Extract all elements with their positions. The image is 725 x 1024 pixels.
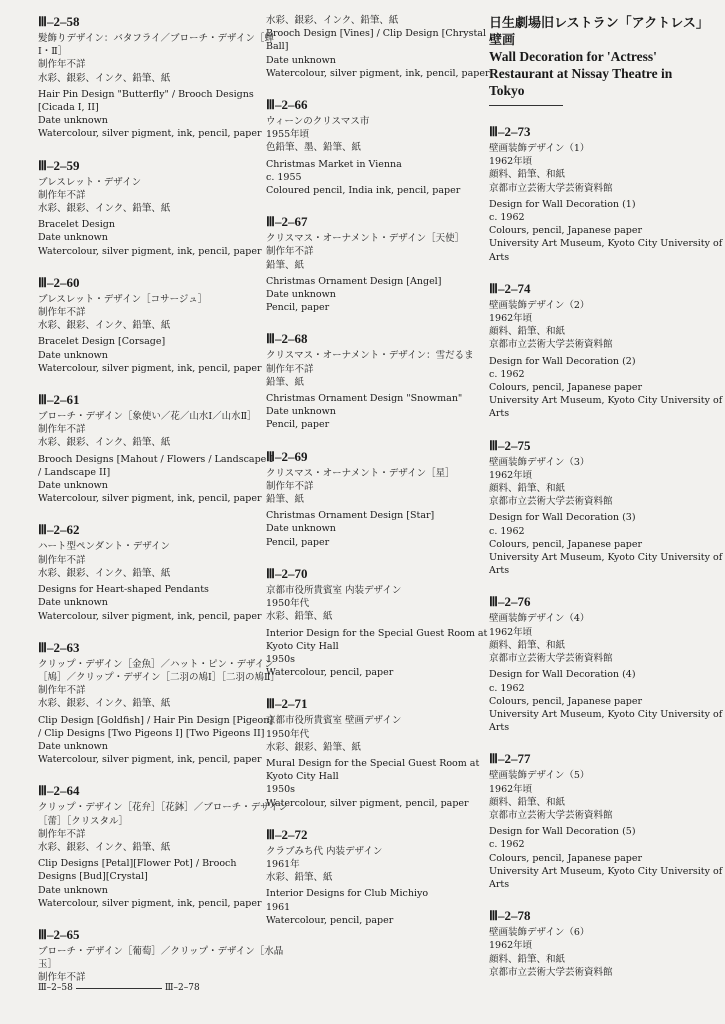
entry-japanese-line: 1962年頃 <box>489 313 533 325</box>
catalog-entry <box>266 214 472 314</box>
entry-number: Ⅲ–2–75 <box>489 437 531 453</box>
entry-english-line: Date unknown <box>266 406 336 418</box>
entry-english-line: c. 1962 <box>489 212 525 224</box>
footer-range-start: Ⅲ–2–58 <box>38 983 73 993</box>
entry-english-line: Date unknown <box>266 523 336 535</box>
entry-english-line: Date unknown <box>38 349 108 361</box>
entry-english <box>38 583 260 623</box>
entry-number: Ⅲ–2–69 <box>266 448 308 464</box>
entry-japanese-line: 京都市立芸術大学芸術資料館 <box>489 339 613 351</box>
entry-english-line: Bracelet Design <box>38 219 115 231</box>
entry-japanese-line: クリスマス・オーナメント・デザイン：雪だるま <box>266 350 474 362</box>
section-title-en-line3: Tokyo <box>489 83 525 98</box>
entry-japanese-line: 京都市立芸術大学芸術資料館 <box>489 182 613 194</box>
entry-japanese-line: 制作年不詳 <box>38 554 86 566</box>
section-title-en-line2: Restaurant at Nissay Theatre in <box>489 66 673 81</box>
entry-english-line: Arts <box>489 251 510 263</box>
entry-english-line: Pencil, paper <box>266 536 330 548</box>
entry-japanese-line: 顔料、鉛筆、和紙 <box>489 169 566 181</box>
column-3-entries <box>489 124 723 979</box>
entry-english-line: Clip Design [Goldfish] / Hair Pin Design [Pigeon] <box>38 714 274 726</box>
entry-english-line: Hair Pin Design "Butterfly" / Brooch Designs <box>38 88 254 100</box>
entry-english <box>266 392 472 432</box>
entry-japanese-line: 制作年不詳 <box>38 307 86 319</box>
catalog-column-3 <box>489 14 723 996</box>
entry-japanese-line: 京都市立芸術大学芸術資料館 <box>489 496 613 508</box>
entry-japanese <box>38 945 284 985</box>
entry-japanese <box>266 467 472 507</box>
entry-japanese-line: 壁画装飾デザイン（6） <box>489 927 590 939</box>
entry-number: Ⅲ–2–68 <box>266 331 308 347</box>
entry-english-line: Watercolour, pencil, paper <box>266 667 394 679</box>
entry-number: Ⅲ–2–71 <box>266 696 308 712</box>
catalog-entry <box>489 908 711 979</box>
entry-english <box>38 453 274 506</box>
entry-japanese-line: 壁画装飾デザイン（1） <box>489 143 590 154</box>
entry-english-line: 1950s <box>266 784 296 796</box>
entry-english-line: Christmas Ornament Design [Star] <box>266 510 435 522</box>
entry-japanese-line: 1962年頃 <box>489 940 533 952</box>
entry-japanese-line: 1950年代 <box>266 598 310 610</box>
entry-english-line: Brooch Design [Vines] / Clip Design [Chrystal <box>266 28 487 40</box>
entry-english-line: Coloured pencil, India ink, pencil, paper <box>266 185 461 197</box>
entry-english-line: Watercolour, silver pigment, ink, pencil, paper <box>266 67 490 79</box>
catalog-entry <box>38 158 260 258</box>
entry-japanese-line: 水彩、銀彩、インク、鉛筆、紙 <box>266 15 399 26</box>
entry-number: Ⅲ–2–73 <box>489 124 531 139</box>
entry-english-line: Watercolour, silver pigment, pencil, paper <box>266 797 469 809</box>
entry-english-line: Ball] <box>266 41 289 53</box>
entry-japanese <box>38 32 274 85</box>
entry-english <box>266 158 472 198</box>
entry-english-line: Date unknown <box>266 54 336 66</box>
entry-english-line: 1950s <box>266 653 296 665</box>
entry-english-line: Colours, pencil, Japanese paper <box>489 538 643 550</box>
entry-english-line: Date unknown <box>38 232 108 244</box>
entry-number: Ⅲ–2–76 <box>489 594 531 610</box>
catalog-entry <box>266 97 472 197</box>
catalog-entry <box>38 14 274 141</box>
entry-english-line: Watercolour, pencil, paper <box>266 914 394 926</box>
entry-japanese-line: 1962年頃 <box>489 783 533 795</box>
entry-japanese-line: 壁画装飾デザイン（4） <box>489 613 590 625</box>
entry-english-line: University Art Museum, Kyoto City University of <box>489 238 723 250</box>
entry-english-line: / Clip Designs [Two Pigeons I] [Two Pigeons II] <box>38 727 265 739</box>
entry-english-line: Interior Design for the Special Guest Room at <box>266 627 488 639</box>
entry-english-line: Christmas Ornament Design [Angel] <box>266 275 442 287</box>
entry-english-line: Colours, pencil, Japanese paper <box>489 695 643 707</box>
entry-english-line: Clip Designs [Petal][Flower Pot] / Brooch <box>38 858 237 870</box>
entry-english-line: c. 1962 <box>489 368 525 380</box>
entry-japanese-line: 髪飾りデザイン：バタフライ／ブローチ・デザイン［蝉 <box>38 33 274 44</box>
entry-english-line: Christmas Ornament Design "Snowman" <box>266 393 463 405</box>
entry-japanese <box>266 232 472 272</box>
entry-japanese-line: 1962年頃 <box>489 156 533 168</box>
entry-japanese-line: 京都市役所貴賓室 壁画デザイン <box>266 715 402 727</box>
entry-japanese <box>38 658 280 711</box>
entry-english <box>266 27 490 80</box>
entry-english <box>38 857 260 910</box>
entry-english <box>266 887 472 927</box>
entry-japanese <box>489 299 711 352</box>
entry-english-line: University Art Museum, Kyoto City University of <box>489 552 723 564</box>
footer-range-line <box>76 988 162 989</box>
entry-english-line: Colours, pencil, Japanese paper <box>489 225 643 237</box>
entry-japanese-line: 鉛筆、紙 <box>266 259 305 271</box>
entry-japanese <box>38 176 260 216</box>
entry-english-line: University Art Museum, Kyoto City University of <box>489 708 723 720</box>
entry-english-line: Watercolour, silver pigment, ink, pencil, paper <box>38 245 262 257</box>
entry-japanese-line: 鉛筆、紙 <box>266 376 305 388</box>
entry-english-line: c. 1962 <box>489 682 525 694</box>
catalog-entry <box>38 639 280 767</box>
entry-japanese-line: ［鳩］／クリップ・デザイン［二羽の鳩Ⅰ］［二羽の鳩Ⅱ］ <box>38 671 280 683</box>
entry-english-line: 1961 <box>266 901 291 913</box>
entry-japanese <box>489 769 711 822</box>
entry-number: Ⅲ–2–66 <box>266 97 308 113</box>
entry-japanese <box>266 14 472 27</box>
entry-english-line: c. 1962 <box>489 839 525 851</box>
entry-english-line: [Cicada I, II] <box>38 102 99 114</box>
entry-number: Ⅲ–2–59 <box>38 157 80 173</box>
entry-japanese <box>38 293 260 333</box>
entry-japanese-line: 水彩、銀彩、インク、鉛筆、紙 <box>38 437 171 449</box>
entry-english <box>489 511 723 577</box>
entry-english-line: Date unknown <box>38 740 108 752</box>
entry-japanese-line: 玉］ <box>38 959 58 971</box>
entry-japanese-line: 京都市立芸術大学芸術資料館 <box>489 809 613 821</box>
section-title-en-line1: Wall Decoration for 'Actress' <box>489 49 657 64</box>
entry-number: Ⅲ–2–65 <box>38 926 80 942</box>
entry-japanese-line: クラブみち代 内装デザイン <box>266 845 383 857</box>
entry-japanese-line: 制作年不詳 <box>266 363 314 375</box>
entry-japanese-line: Ⅰ・Ⅱ］ <box>38 46 68 58</box>
entry-english-line: University Art Museum, Kyoto City University of <box>489 865 723 877</box>
entry-english-line: Watercolour, silver pigment, ink, pencil, paper <box>38 610 262 622</box>
entry-english <box>38 335 260 375</box>
entry-english-line: Kyoto City Hall <box>266 640 339 652</box>
entry-english-line: Pencil, paper <box>266 419 330 431</box>
catalog-entry <box>489 751 723 891</box>
entry-english-line: Interior Designs for Club Michiyo <box>266 888 429 900</box>
entry-english-line: Colours, pencil, Japanese paper <box>489 382 643 394</box>
entry-english-line: Date unknown <box>266 289 336 301</box>
page-footer <box>38 983 200 993</box>
catalog-entry <box>38 522 260 622</box>
entry-english <box>266 275 472 315</box>
entry-japanese-line: 制作年不詳 <box>38 424 86 436</box>
entry-japanese-line: 水彩、鉛筆、紙 <box>266 872 333 884</box>
entry-japanese-line: 水彩、銀彩、インク、鉛筆、紙 <box>38 698 171 710</box>
entry-english-line: Mural Design for the Special Guest Room at <box>266 757 480 769</box>
entry-japanese-line: クリップ・デザイン［花弁］［花鉢］／ブローチ・デザイン <box>38 802 289 814</box>
entry-english-line: c. 1955 <box>266 171 302 183</box>
entry-english-line: Colours, pencil, Japanese paper <box>489 852 643 864</box>
entry-japanese-line: 水彩、銀彩、インク、鉛筆、紙 <box>38 72 171 84</box>
entry-english-line: Pencil, paper <box>266 302 330 314</box>
entry-japanese-line: 水彩、銀彩、インク、鉛筆、紙 <box>38 203 171 215</box>
entry-number: Ⅲ–2–74 <box>489 280 531 296</box>
entry-japanese-line: 京都市立芸術大学芸術資料館 <box>489 653 613 665</box>
entry-number: Ⅲ–2–58 <box>38 14 80 29</box>
catalog-entry <box>266 565 488 679</box>
entry-japanese-line: 制作年不詳 <box>38 189 86 201</box>
entry-japanese <box>38 540 260 580</box>
entry-english-line: Watercolour, silver pigment, ink, pencil, paper <box>38 897 262 909</box>
entry-japanese-line: 顔料、鉛筆、和紙 <box>489 953 566 965</box>
entry-number: Ⅲ–2–60 <box>38 274 80 290</box>
entry-english <box>266 627 488 680</box>
entry-english-line: Christmas Market in Vienna <box>266 158 402 170</box>
entry-english <box>489 668 723 734</box>
entry-japanese-line: 1962年頃 <box>489 469 533 481</box>
catalog-entry <box>266 827 472 927</box>
entry-japanese-line: ［蕾］［クリスタル］ <box>38 815 129 827</box>
catalog-entry <box>38 392 274 505</box>
entry-number: Ⅲ–2–72 <box>266 826 308 842</box>
catalog-entry <box>489 280 723 421</box>
catalog-entry <box>266 696 480 809</box>
entry-japanese-line: 顔料、鉛筆、和紙 <box>489 326 566 338</box>
entry-english <box>489 198 723 264</box>
entry-japanese-line: ハート型ペンダント・デザイン <box>38 541 171 553</box>
entry-japanese-line: 1962年頃 <box>489 626 533 638</box>
entry-english <box>489 825 723 891</box>
entry-japanese-line: ブローチ・デザイン［葡萄］／クリップ・デザイン［水晶 <box>38 945 284 957</box>
entry-english <box>38 88 260 141</box>
entry-japanese <box>266 115 472 155</box>
entry-japanese <box>266 349 472 389</box>
entry-japanese-line: 顔料、鉛筆、和紙 <box>489 483 566 495</box>
entry-japanese-line: クリップ・デザイン［金魚］／ハット・ピン・デザイン <box>38 658 274 670</box>
entry-japanese <box>489 456 711 509</box>
title-divider <box>489 105 563 106</box>
section-title-jp: 日生劇場旧レストラン「アクトレス」壁画 <box>489 15 709 47</box>
entry-english-line: Arts <box>489 722 510 734</box>
entry-japanese-line: 鉛筆、紙 <box>266 494 305 506</box>
entry-japanese-line: クリスマス・オーナメント・デザイン［星］ <box>266 467 455 479</box>
entry-english-line: Date unknown <box>38 115 108 127</box>
entry-japanese-line: 水彩、銀彩、インク、鉛筆、紙 <box>38 841 171 853</box>
entry-english <box>38 218 260 258</box>
entry-japanese-line: 1955年頃 <box>266 129 310 141</box>
entry-english-line: Watercolour, silver pigment, ink, pencil, paper <box>38 754 262 766</box>
entry-english-line: Arts <box>489 878 510 890</box>
entry-japanese-line: 制作年不詳 <box>38 685 86 697</box>
entry-japanese-line: 水彩、銀彩、鉛筆、紙 <box>266 741 362 753</box>
entry-japanese <box>38 410 260 450</box>
entry-english-line: Designs [Bud][Crystal] <box>38 871 148 883</box>
entry-number: Ⅲ–2–63 <box>38 639 80 655</box>
entry-japanese-line: 制作年不詳 <box>38 972 86 984</box>
entry-japanese-line: ブレスレット・デザイン <box>38 176 142 188</box>
entry-english-line: Watercolour, silver pigment, ink, pencil, paper <box>38 362 262 374</box>
entry-number: Ⅲ–2–67 <box>266 214 308 230</box>
entry-number: Ⅲ–2–78 <box>489 908 531 924</box>
entry-english-line: Design for Wall Decoration (5) <box>489 826 636 838</box>
entry-japanese-line: 制作年不詳 <box>38 59 86 71</box>
entry-english-line: Arts <box>489 565 510 577</box>
entry-japanese-line: 色鉛筆、墨、鉛筆、紙 <box>266 142 362 154</box>
entry-japanese-line: 壁画装飾デザイン（2） <box>489 299 590 311</box>
section-title <box>489 14 711 106</box>
entry-japanese-line: 京都市役所貴賓室 内装デザイン <box>266 584 402 596</box>
entry-english <box>266 757 480 810</box>
entry-japanese-line: 制作年不詳 <box>38 828 86 840</box>
entry-japanese <box>489 612 711 665</box>
entry-japanese-line: 制作年不詳 <box>266 480 314 492</box>
entry-number: Ⅲ–2–62 <box>38 522 80 538</box>
entry-english-line: c. 1962 <box>489 525 525 537</box>
catalog-entry <box>38 926 284 985</box>
footer-range-end: Ⅲ–2–78 <box>164 983 200 993</box>
entry-english-line: Designs for Heart-shaped Pendants <box>38 584 209 596</box>
entry-english-line: Date unknown <box>38 480 108 492</box>
entry-number: Ⅲ–2–70 <box>266 565 308 581</box>
entry-english-line: Bracelet Design [Corsage] <box>38 336 166 348</box>
entry-english-line: University Art Museum, Kyoto City University of <box>489 395 723 407</box>
catalog-entry <box>489 594 723 734</box>
entry-japanese-line: 顔料、鉛筆、和紙 <box>489 639 566 651</box>
entry-japanese-line: 1961年 <box>266 858 300 870</box>
entry-english-line: Watercolour, silver pigment, ink, pencil, paper <box>38 493 262 505</box>
entry-english-line: Arts <box>489 408 510 420</box>
entry-japanese <box>266 845 472 885</box>
entry-japanese-line: 水彩、銀彩、インク、鉛筆、紙 <box>38 320 171 332</box>
entry-japanese <box>266 584 472 624</box>
entry-japanese-line: 壁画装飾デザイン（5） <box>489 770 590 782</box>
entry-english-line: Date unknown <box>38 884 108 896</box>
entry-english-line: Brooch Designs [Mahout / Flowers / Landscape I <box>38 453 274 465</box>
entry-number: Ⅲ–2–77 <box>489 751 531 767</box>
entry-english-line: Design for Wall Decoration (3) <box>489 512 636 524</box>
entry-number: Ⅲ–2–61 <box>38 392 80 408</box>
catalog-entry <box>266 14 490 80</box>
catalog-entry <box>489 437 723 578</box>
catalog-entry <box>266 331 472 431</box>
entry-english-line: Design for Wall Decoration (4) <box>489 669 636 681</box>
entry-english-line: / Landscape II] <box>38 466 111 478</box>
catalog-entry <box>38 275 260 375</box>
entry-japanese-line: ウィーンのクリスマス市 <box>266 116 370 128</box>
catalog-entry <box>266 449 472 549</box>
entry-english-line: Design for Wall Decoration (1) <box>489 198 636 210</box>
entry-japanese <box>489 926 711 979</box>
catalog-column-2 <box>266 14 490 944</box>
entry-japanese-line: 水彩、鉛筆、紙 <box>266 611 333 623</box>
entry-japanese-line: 制作年不詳 <box>266 246 314 258</box>
entry-english <box>38 714 274 767</box>
entry-japanese-line: 水彩、銀彩、インク、鉛筆、紙 <box>38 567 171 579</box>
entry-japanese-line: ブレスレット・デザイン［コサージュ］ <box>38 293 208 305</box>
entry-japanese <box>489 142 711 195</box>
entry-english-line: Date unknown <box>38 597 108 609</box>
entry-english-line: Kyoto City Hall <box>266 771 339 783</box>
entry-english-line: Watercolour, silver pigment, ink, pencil, paper <box>38 128 262 140</box>
entry-japanese-line: 1950年代 <box>266 728 310 740</box>
entry-japanese <box>266 714 472 754</box>
entry-japanese-line: クリスマス・オーナメント・デザイン［天使］ <box>266 233 465 245</box>
entry-number: Ⅲ–2–64 <box>38 783 80 799</box>
catalog-entry <box>489 124 723 264</box>
entry-japanese-line: 京都市立芸術大学芸術資料館 <box>489 966 613 978</box>
entry-japanese-line: 壁画装飾デザイン（3） <box>489 456 590 468</box>
entry-japanese-line: 顔料、鉛筆、和紙 <box>489 796 566 808</box>
entry-japanese-line: ブローチ・デザイン［象使い／花／山水Ⅰ／山水Ⅱ］ <box>38 411 257 423</box>
entry-english <box>489 355 723 421</box>
entry-english-line: Design for Wall Decoration (2) <box>489 355 636 367</box>
entry-english <box>266 509 472 549</box>
